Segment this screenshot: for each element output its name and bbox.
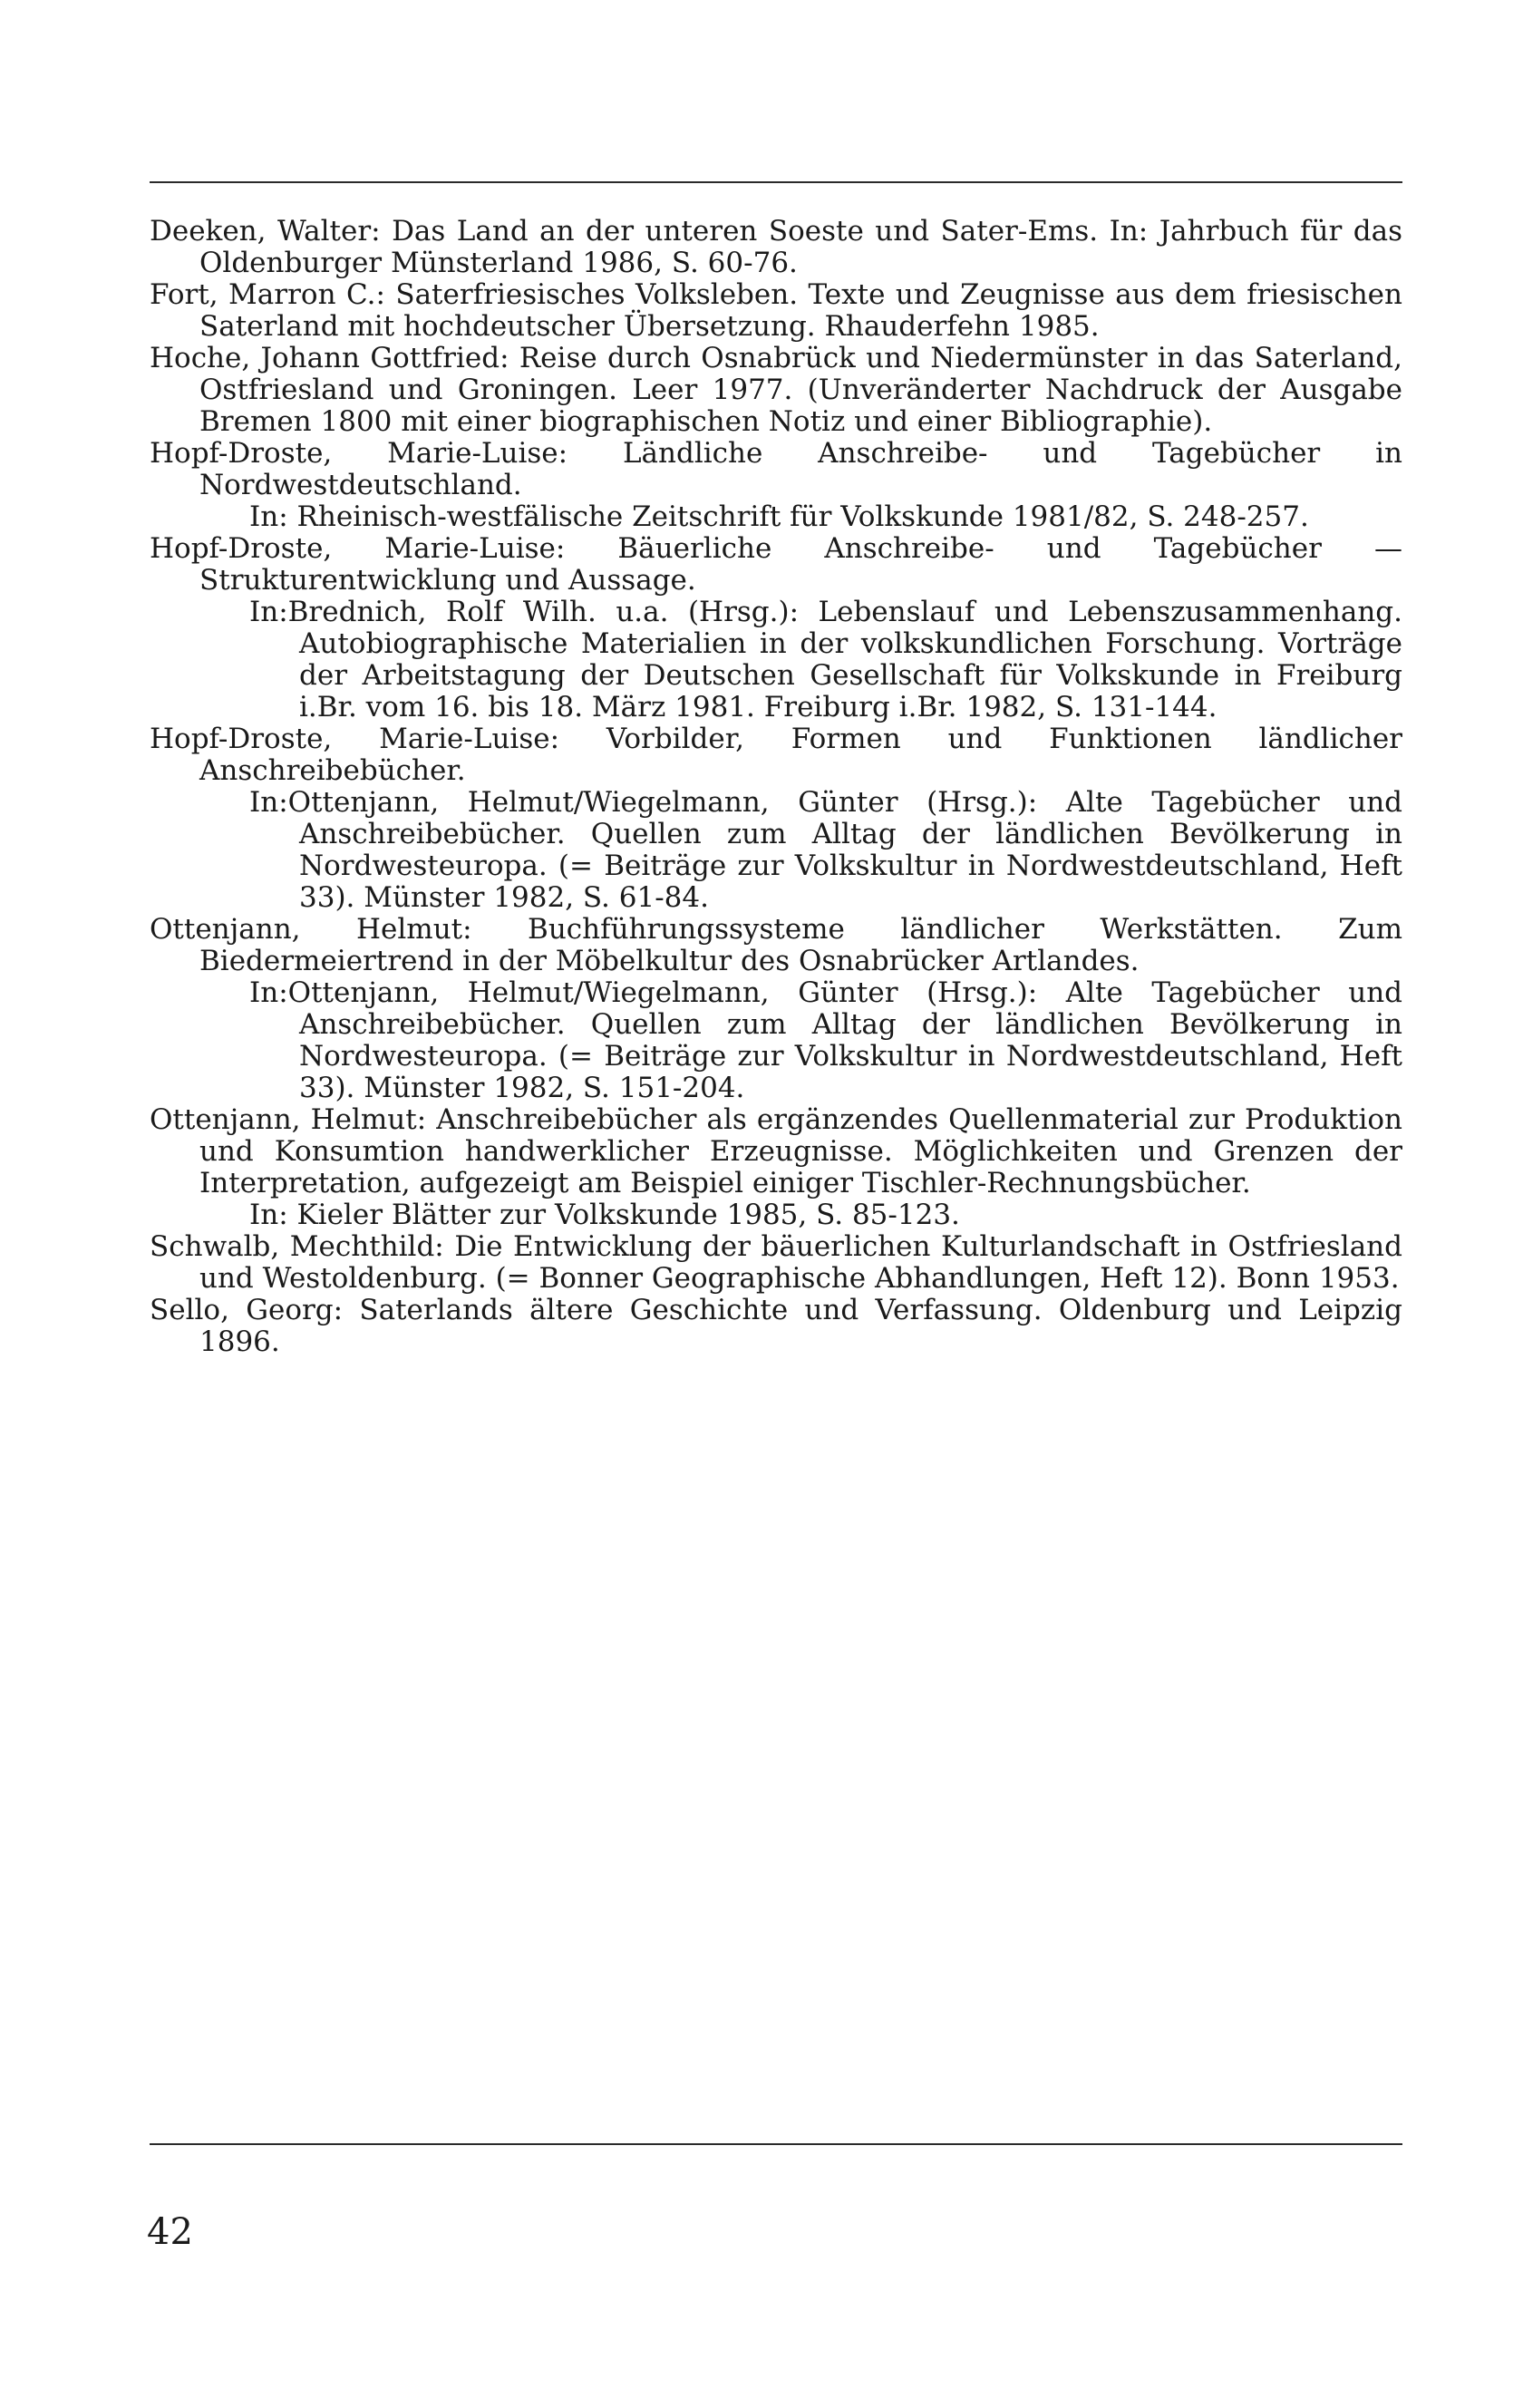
bibliography-list [150, 216, 1402, 1358]
bibliography-entry-text: Fort, Marron C.: Saterfriesisches Volksleben. Texte und Zeugnisse aus dem friesischen Saterland mit hochdeutscher Übersetzung. Rhauderfehn 1985. [150, 278, 1402, 343]
page-number: 42 [147, 2211, 193, 2253]
bibliography-entry-source: In: Kieler Blätter zur Volkskunde 1985, S. 85-123. [249, 1199, 960, 1231]
bibliography-entry [150, 533, 1402, 723]
bibliography-entry-text: Ottenjann, Helmut: Anschreibebücher als ergänzendes Quellenmaterial zur Produktion und Konsumtion handwerklicher Erzeugnisse. Möglichkeiten und Grenzen der Interpretation, aufgezeigt am Beispiel einiger Tischler-Rechnungsbücher. [150, 1103, 1402, 1199]
bibliography-entry [150, 1295, 1402, 1358]
bibliography-entry-text: Hopf-Droste, Marie-Luise: Ländliche Anschreibe- und Tagebücher in Nordwestdeutschland. [150, 437, 1402, 501]
bibliography-entry-text: Deeken, Walter: Das Land an der unteren Soeste und Sater-Ems. In: Jahrbuch für das Oldenburger Münsterland 1986, S. 60-76. [150, 215, 1402, 279]
bibliography-entry-text: Hopf-Droste, Marie-Luise: Bäuerliche Anschreibe- und Tagebücher — Strukturentwicklung und Aussage. [150, 532, 1402, 597]
bibliography-entry [150, 1231, 1402, 1295]
bibliography-entry-text: Ottenjann, Helmut: Buchführungssysteme ländlicher Werkstätten. Zum Biedermeiertrend in der Möbelkultur des Osnabrücker Artlandes. [150, 913, 1402, 977]
bibliography-entry [150, 343, 1402, 438]
bibliography-entry-text: Sello, Georg: Saterlands ältere Geschichte und Verfassung. Oldenburg und Leipzig 1896. [150, 1294, 1402, 1358]
bibliography-entry-source: In: Rheinisch-westfälische Zeitschrift für Volkskunde 1981/82, S. 248-257. [249, 500, 1309, 533]
bibliography-entry [150, 1104, 1402, 1231]
bibliography-entry-source: In:Ottenjann, Helmut/Wiegelmann, Günter (Hrsg.): Alte Tagebücher und Anschreibebücher. Quellen zum Alltag der ländlichen Bevölkerung in Nordwesteuropa. (= Beiträge zur Volkskultur in Nordwestdeutschland, Heft 33). Münster 1982, S. 61-84. [249, 786, 1402, 914]
bibliography-entry [150, 723, 1402, 914]
bibliography-entry-source: In:Brednich, Rolf Wilh. u.a. (Hrsg.): Lebenslauf und Lebenszusammenhang. Autobiographische Materialien in der volkskundlichen Forschung. Vorträge der Arbeitstagung der Deutschen Gesellschaft für Volkskunde in Freiburg i.Br. vom 16. bis 18. März 1981. Freiburg i.Br. 1982, S. 131-144. [249, 596, 1402, 723]
bibliography-entry [150, 279, 1402, 343]
bibliography-entry-text: Hoche, Johann Gottfried: Reise durch Osnabrück und Niedermünster in das Saterland, Ostfriesland und Groningen. Leer 1977. (Unveränderter Nachdruck der Ausgabe Bremen 1800 mit einer biographischen Notiz und einer Bibliographie). [150, 342, 1402, 438]
bibliography-entry-text: Hopf-Droste, Marie-Luise: Vorbilder, Formen und Funktionen ländlicher Anschreibebücher. [150, 723, 1402, 787]
bibliography-entry-text: Schwalb, Mechthild: Die Entwicklung der bäuerlichen Kulturlandschaft in Ostfriesland und Westoldenburg. (= Bonner Geographische Abhandlungen, Heft 12). Bonn 1953. [150, 1230, 1402, 1295]
bibliography-entry [150, 438, 1402, 533]
bibliography-entry [150, 914, 1402, 1104]
bibliography-entry-source: In:Ottenjann, Helmut/Wiegelmann, Günter (Hrsg.): Alte Tagebücher und Anschreibebücher. Quellen zum Alltag der ländlichen Bevölkerung in Nordwesteuropa. (= Beiträge zur Volkskultur in Nordwestdeutschland, Heft 33). Münster 1982, S. 151-204. [249, 976, 1402, 1104]
bibliography-entry [150, 216, 1402, 279]
bottom-rule [150, 2143, 1402, 2145]
top-rule [150, 181, 1402, 183]
